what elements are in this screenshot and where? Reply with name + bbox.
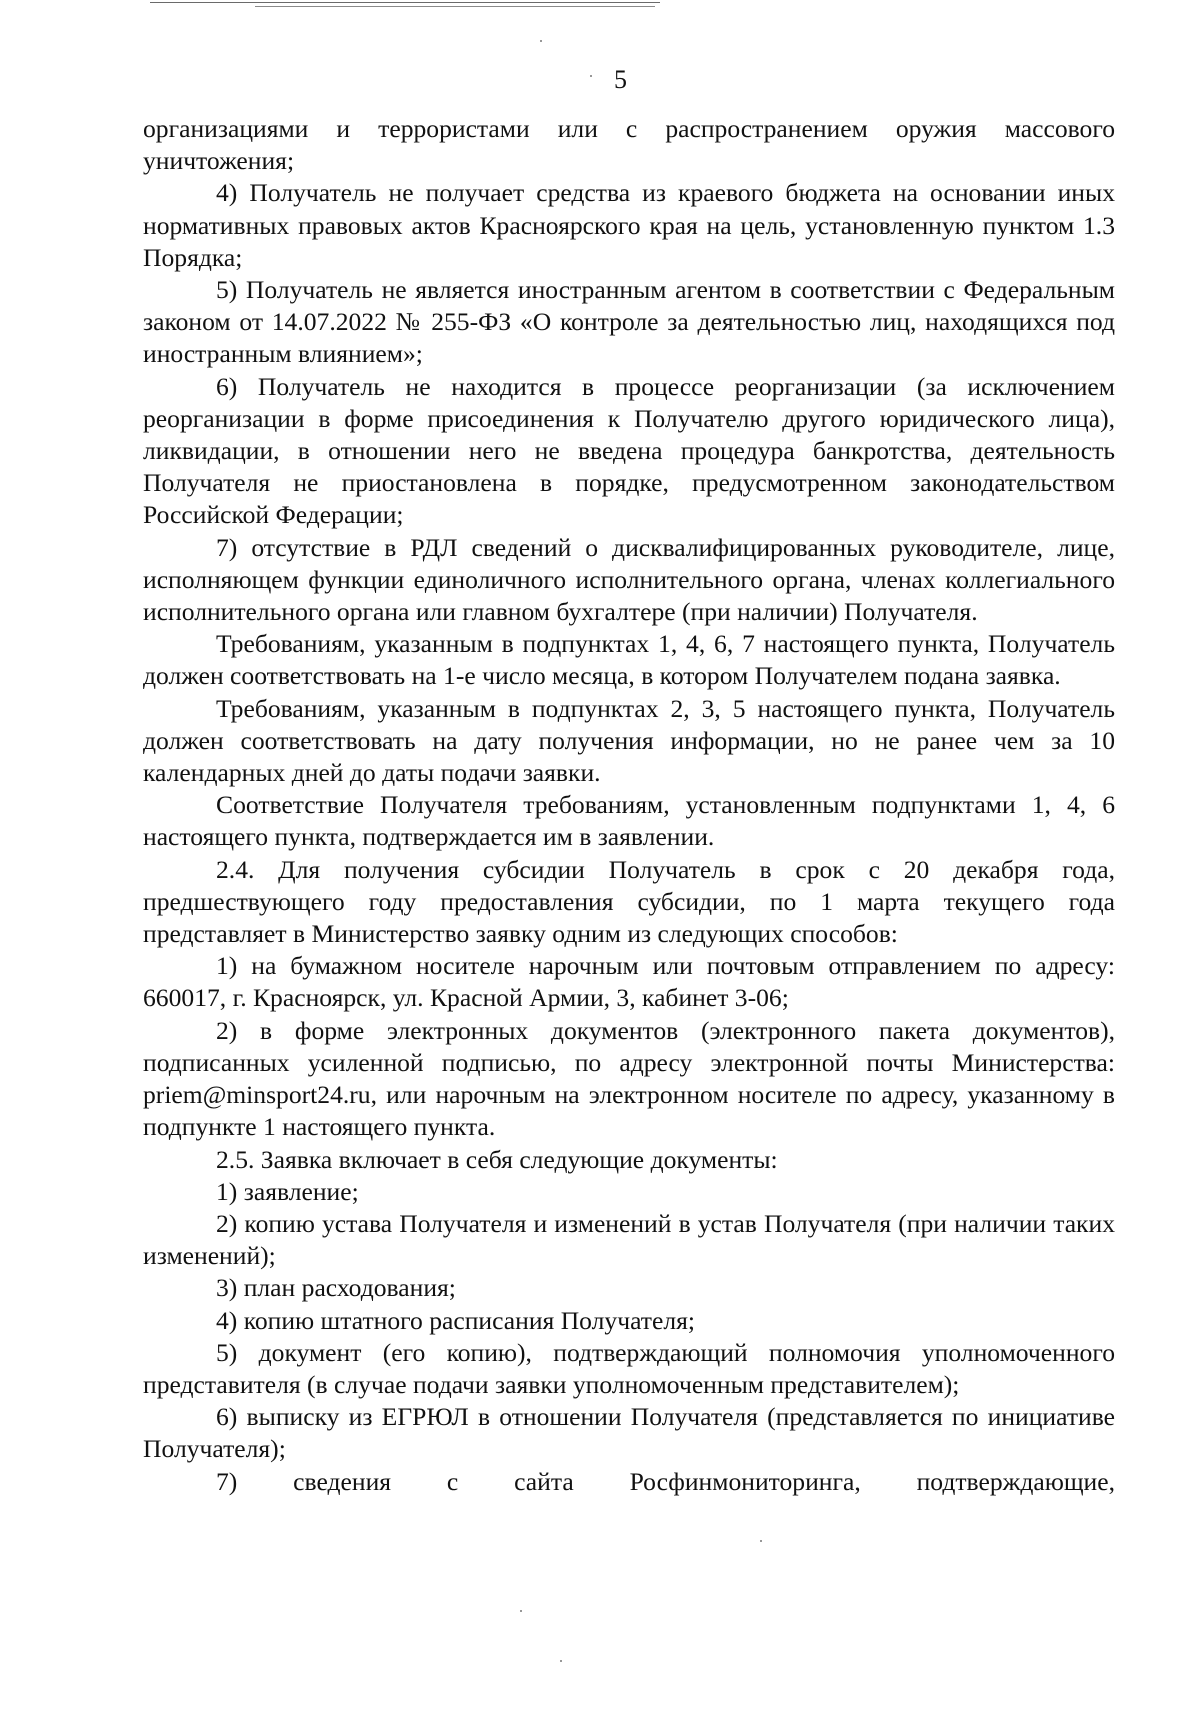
list-item-5: 5) Получатель не является иностранным агентом в соответствии с Федеральным законом от 14.07.2022 № 255-ФЗ «О контроле за деятельностью лиц, находящихся под иностранным влиянием»; [143,275,1115,369]
scan-artifact-line [255,6,655,7]
page-number: 5 [614,65,627,94]
list-item-4: 4) Получатель не получает средства из краевого бюджета на основании иных нормативных правовых актов Красноярского края на цель, установленную пунктом 1.3 Порядка; [143,178,1115,272]
paragraph: Соответствие Получателя требованиям, установленным подпунктами 1, 4, 6 настоящего пункта, подтверждается им в заявлении. [143,790,1115,852]
list-item-1: 1) заявление; [216,1176,359,1206]
paragraph-continuation: организациями и террористами или с распространением оружия массового уничтожения; [143,114,1115,176]
section-2-5: 2.5. Заявка включает в себя следующие документы: [216,1144,778,1174]
list-item-2: 2) копию устава Получателя и изменений в устав Получателя (при наличии таких изменений); [143,1208,1115,1271]
scan-artifact-line [150,2,660,3]
paragraph: Требованиям, указанным в подпунктах 1, 4, 6, 7 настоящего пункта, Получатель должен соответствовать на 1-е число месяца, в котором Получателем подана заявка. [143,629,1115,691]
scan-speck [560,1660,562,1662]
list-item-2: 2) в форме электронных документов (электронного пакета документов), подписанных усиленной подписью, по адресу электронной почты Министерства: priem@minsport24.ru, или нарочным на электронном носителе по адресу, указанному в подпункте 1 настоящего пункта. [143,1015,1115,1142]
list-item-5: 5) документ (его копию), подтверждающий полномочия уполномоченного представителя (в случае подачи заявки уполномоченным представителем); [143,1337,1115,1399]
scan-speck [520,1610,522,1612]
section-2-4: 2.4. Для получения субсидии Получатель в срок с 20 декабря года, предшествующего году предоставления субсидии, по 1 марта текущего года представляет в Министерство заявку одним из следующих способов: [143,854,1115,949]
list-item-7: 7) отсутствие в РДЛ сведений о дисквалифицированных руководителе, лице, исполняющем функции единоличного исполнительного органа, членах коллегиального исполнительного органа или главном бухгалтере (при наличии) Получателя. [143,532,1115,627]
paragraph: Требованиям, указанным в подпунктах 2, 3, 5 настоящего пункта, Получатель должен соответствовать на дату получения информации, но не ранее чем за 10 календарных дней до даты подачи заявки. [143,693,1115,788]
list-item-1: 1) на бумажном носителе нарочным или почтовым отправлением по адресу: 660017, г. Красноярск, ул. Красной Армии, 3, кабинет 3-06; [143,951,1115,1013]
document-body [143,113,1115,1498]
scan-speck [590,75,592,77]
list-item-7: 7) сведения с сайта Росфинмониторинга, подтверждающие, [216,1466,1115,1496]
scan-speck [760,1540,762,1542]
list-item-6: 6) Получатель не находится в процессе реорганизации (за исключением реорганизации в форме присоединения к Получателю другого юридического лица), ликвидации, в отношении него не введена процедура банкротства, деятельность Получателя не приостановлена в порядке, предусмотренном законодательством Российской Федерации; [143,371,1115,530]
list-item-3: 3) план расходования; [216,1273,456,1303]
list-item-4: 4) копию штатного расписания Получателя; [216,1305,695,1335]
list-item-6: 6) выписку из ЕГРЮЛ в отношении Получателя (представляется по инициативе Получателя); [143,1402,1115,1464]
scan-speck [540,40,542,42]
